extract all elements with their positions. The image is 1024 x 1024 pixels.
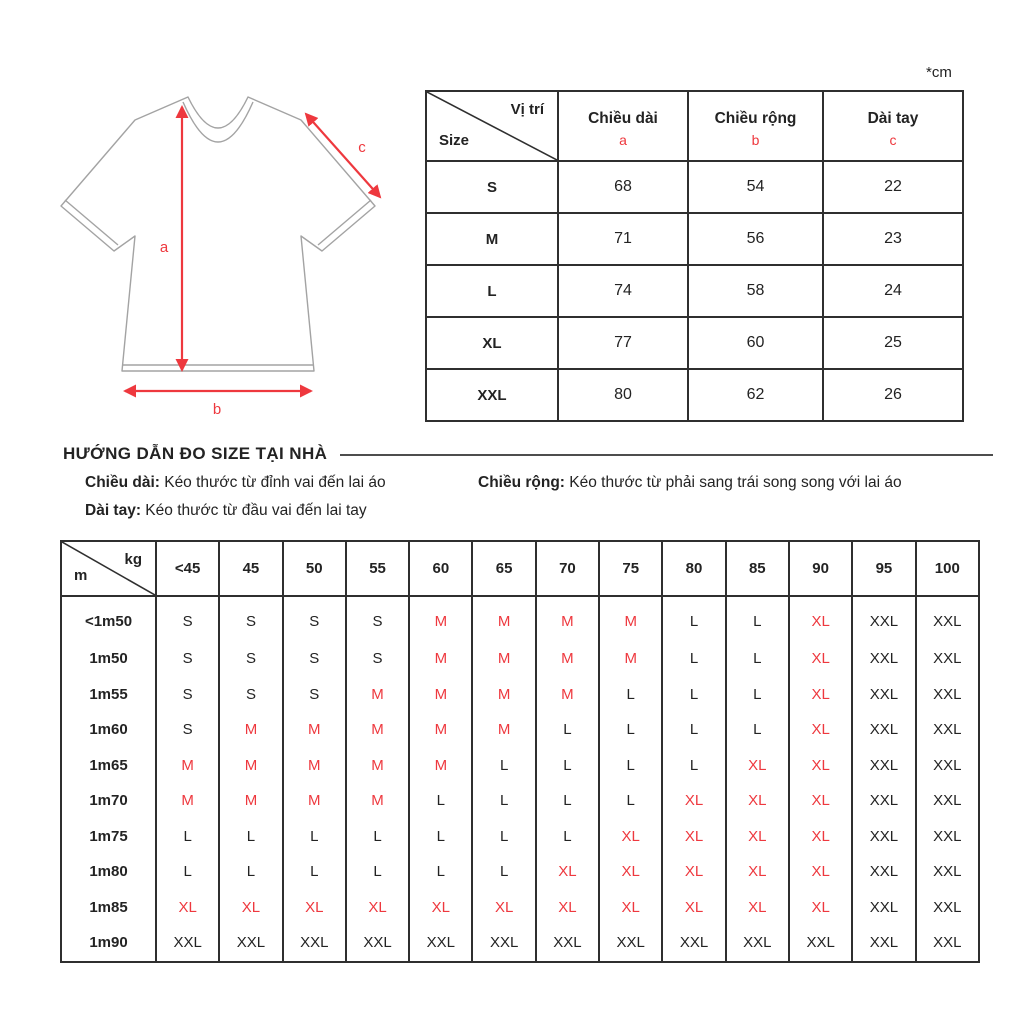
weight-column-header: 50 — [283, 541, 346, 596]
size-table-corner-cell — [426, 91, 558, 161]
size-cell: L — [662, 677, 725, 713]
size-cell: XXL — [662, 925, 725, 962]
column-letter: a — [619, 132, 627, 148]
size-cell: S — [346, 641, 409, 677]
size-cell: L — [219, 854, 282, 890]
size-cell: XXL — [852, 890, 915, 926]
height-row-label: 1m60 — [61, 712, 156, 748]
size-cell: XL — [219, 890, 282, 926]
size-cell: XL — [789, 748, 852, 784]
size-cell: M — [283, 783, 346, 819]
size-cell: XXL — [916, 712, 979, 748]
guide-term: Chiều dài: — [85, 474, 160, 491]
size-cell: XXL — [599, 925, 662, 962]
matrix-row — [61, 748, 979, 784]
weight-column-header: 90 — [789, 541, 852, 596]
size-cell: XXL — [916, 748, 979, 784]
height-row-label: 1m75 — [61, 819, 156, 855]
guide-item: Chiều dài: Kéo thước từ đỉnh vai đến lai áo — [85, 474, 386, 491]
measurement-value: 74 — [558, 265, 688, 317]
guide-title: HƯỚNG DẪN ĐO SIZE TẠI NHÀ — [63, 444, 328, 463]
height-row-label: 1m80 — [61, 854, 156, 890]
size-cell: XXL — [726, 925, 789, 962]
measurement-value: 54 — [688, 161, 823, 213]
height-row-label: 1m70 — [61, 783, 156, 819]
measurement-value: 62 — [688, 369, 823, 421]
size-cell: XL — [789, 712, 852, 748]
size-cell: M — [536, 641, 599, 677]
weight-column-header: <45 — [156, 541, 219, 596]
height-weight-size-matrix — [60, 540, 980, 963]
size-cell: L — [536, 748, 599, 784]
size-cell: M — [599, 596, 662, 641]
size-cell: L — [409, 819, 472, 855]
size-cell: XL — [726, 783, 789, 819]
size-cell: XL — [726, 819, 789, 855]
size-cell: XXL — [852, 854, 915, 890]
size-cell: XXL — [916, 783, 979, 819]
weight-column-header: 85 — [726, 541, 789, 596]
size-cell: XXL — [852, 596, 915, 641]
size-cell: XXL — [852, 925, 915, 962]
size-cell: XXL — [852, 712, 915, 748]
size-cell: M — [283, 712, 346, 748]
size-cell: S — [283, 641, 346, 677]
matrix-corner-cell — [61, 541, 156, 596]
size-cell: XXL — [916, 819, 979, 855]
size-cell: M — [472, 677, 535, 713]
size-cell: M — [409, 596, 472, 641]
size-cell: L — [219, 819, 282, 855]
size-cell: XL — [599, 819, 662, 855]
matrix-row — [61, 596, 979, 641]
matrix-row — [61, 819, 979, 855]
size-cell: L — [662, 748, 725, 784]
measurement-value: 24 — [823, 265, 963, 317]
size-cell: S — [156, 596, 219, 641]
column-label: Dài tay — [867, 110, 919, 127]
size-cell: XL — [662, 819, 725, 855]
height-row-label: <1m50 — [61, 596, 156, 641]
matrix-row — [61, 712, 979, 748]
measurement-value: 68 — [558, 161, 688, 213]
size-cell: XL — [789, 890, 852, 926]
size-cell: L — [726, 712, 789, 748]
size-cell: XXL — [916, 677, 979, 713]
size-table-row — [426, 161, 963, 213]
size-cell: XXL — [852, 819, 915, 855]
size-cell: XXL — [789, 925, 852, 962]
height-row-label: 1m55 — [61, 677, 156, 713]
size-cell: XXL — [852, 748, 915, 784]
size-cell: XL — [536, 890, 599, 926]
matrix-row — [61, 854, 979, 890]
size-cell: L — [346, 819, 409, 855]
size-cell: XL — [662, 783, 725, 819]
size-cell: M — [156, 783, 219, 819]
size-cell: XL — [789, 819, 852, 855]
size-table-column-header — [688, 91, 823, 161]
unit-note: *cm — [926, 64, 952, 81]
size-cell: S — [346, 596, 409, 641]
size-cell: L — [156, 854, 219, 890]
size-cell: M — [219, 712, 282, 748]
size-cell: L — [726, 677, 789, 713]
size-cell: M — [472, 596, 535, 641]
column-label: Chiều rộng — [714, 110, 797, 127]
guide-item: Dài tay: Kéo thước từ đầu vai đến lai tay — [85, 502, 367, 519]
size-cell: L — [726, 641, 789, 677]
size-cell: XL — [789, 596, 852, 641]
weight-column-header: 80 — [662, 541, 725, 596]
size-cell: S — [156, 677, 219, 713]
corner-label-kg: kg — [124, 551, 142, 568]
size-cell: M — [409, 641, 472, 677]
size-cell: L — [346, 854, 409, 890]
size-cell: S — [219, 677, 282, 713]
weight-column-header: 95 — [852, 541, 915, 596]
size-cell: XXL — [916, 641, 979, 677]
size-cell: XL — [409, 890, 472, 926]
size-cell: XL — [599, 854, 662, 890]
size-table — [425, 90, 964, 422]
size-cell: XXL — [916, 925, 979, 962]
size-cell: M — [346, 677, 409, 713]
size-table-header-row — [426, 91, 963, 161]
size-cell: XXL — [536, 925, 599, 962]
size-cell: XXL — [916, 596, 979, 641]
size-cell: L — [472, 854, 535, 890]
measure-a-label: a — [159, 239, 169, 256]
size-cell: M — [472, 641, 535, 677]
height-row-label: 1m50 — [61, 641, 156, 677]
matrix-row — [61, 641, 979, 677]
size-cell: XL — [726, 890, 789, 926]
size-cell: XXL — [916, 854, 979, 890]
guide-item: Chiều rộng: Kéo thước từ phải sang trái song song với lai áo — [478, 474, 902, 491]
size-cell: M — [536, 596, 599, 641]
size-cell: XXL — [156, 925, 219, 962]
size-cell: XXL — [409, 925, 472, 962]
size-cell: XL — [662, 854, 725, 890]
size-cell: M — [409, 712, 472, 748]
size-cell: S — [219, 596, 282, 641]
size-cell: L — [599, 712, 662, 748]
size-table-column-header — [823, 91, 963, 161]
size-cell: XL — [789, 677, 852, 713]
height-row-label: 1m85 — [61, 890, 156, 926]
size-cell: L — [536, 712, 599, 748]
measurement-value: 77 — [558, 317, 688, 369]
size-cell: M — [219, 783, 282, 819]
size-cell: M — [599, 641, 662, 677]
measurement-value: 23 — [823, 213, 963, 265]
size-cell: L — [283, 854, 346, 890]
matrix-row — [61, 677, 979, 713]
size-cell: L — [536, 819, 599, 855]
size-cell: S — [283, 677, 346, 713]
size-cell: L — [662, 641, 725, 677]
measurement-value: 60 — [688, 317, 823, 369]
measurement-value: 58 — [688, 265, 823, 317]
size-cell: XL — [472, 890, 535, 926]
guide-term: Dài tay: — [85, 502, 141, 519]
size-cell: XL — [789, 783, 852, 819]
size-cell: M — [409, 748, 472, 784]
size-label: XL — [426, 317, 558, 369]
size-cell: M — [472, 712, 535, 748]
size-cell: L — [409, 854, 472, 890]
size-cell: L — [472, 783, 535, 819]
size-cell: L — [662, 712, 725, 748]
corner-label-vi-tri: Vị trí — [510, 101, 544, 118]
size-cell: XXL — [283, 925, 346, 962]
size-cell: XL — [726, 748, 789, 784]
size-cell: L — [662, 596, 725, 641]
size-cell: M — [409, 677, 472, 713]
matrix-header-row — [61, 541, 979, 596]
title-rule — [340, 454, 993, 456]
measurement-value: 56 — [688, 213, 823, 265]
size-cell: S — [156, 641, 219, 677]
size-cell: S — [219, 641, 282, 677]
size-cell: XXL — [852, 641, 915, 677]
size-cell: L — [472, 819, 535, 855]
size-table-row — [426, 265, 963, 317]
guide-term: Chiều rộng: — [478, 474, 565, 491]
size-cell: XL — [599, 890, 662, 926]
size-cell: XXL — [219, 925, 282, 962]
height-row-label: 1m65 — [61, 748, 156, 784]
column-label: Chiều dài — [588, 110, 658, 127]
size-cell: M — [346, 712, 409, 748]
size-cell: L — [726, 596, 789, 641]
size-label: XXL — [426, 369, 558, 421]
size-cell: M — [536, 677, 599, 713]
size-cell: M — [283, 748, 346, 784]
tshirt-measurement-diagram — [38, 80, 410, 432]
weight-column-header: 75 — [599, 541, 662, 596]
corner-label-size: Size — [439, 132, 470, 149]
size-cell: L — [599, 748, 662, 784]
size-cell: XXL — [346, 925, 409, 962]
column-letter: b — [751, 132, 760, 148]
size-cell: XL — [536, 854, 599, 890]
weight-column-header: 100 — [916, 541, 979, 596]
matrix-row — [61, 783, 979, 819]
size-cell: M — [219, 748, 282, 784]
measurement-value: 25 — [823, 317, 963, 369]
size-cell: XL — [662, 890, 725, 926]
size-label: S — [426, 161, 558, 213]
size-cell: L — [283, 819, 346, 855]
size-table-column-header — [558, 91, 688, 161]
size-cell: L — [599, 783, 662, 819]
size-table-row — [426, 213, 963, 265]
size-cell: XL — [789, 641, 852, 677]
weight-column-header: 45 — [219, 541, 282, 596]
size-cell: XL — [156, 890, 219, 926]
guide-right-column — [478, 469, 902, 497]
size-table-row — [426, 317, 963, 369]
matrix-row — [61, 890, 979, 926]
size-cell: L — [156, 819, 219, 855]
size-cell: L — [409, 783, 472, 819]
measurement-value: 22 — [823, 161, 963, 213]
size-cell: L — [536, 783, 599, 819]
size-cell: XL — [283, 890, 346, 926]
size-cell: L — [472, 748, 535, 784]
size-cell: S — [283, 596, 346, 641]
size-cell: XXL — [472, 925, 535, 962]
column-letter: c — [889, 132, 897, 148]
size-cell: S — [156, 712, 219, 748]
size-label: M — [426, 213, 558, 265]
measurement-value: 26 — [823, 369, 963, 421]
measurement-value: 71 — [558, 213, 688, 265]
weight-column-header: 60 — [409, 541, 472, 596]
weight-column-header: 70 — [536, 541, 599, 596]
measure-b-label: b — [212, 401, 222, 418]
size-cell: XXL — [852, 783, 915, 819]
weight-column-header: 55 — [346, 541, 409, 596]
guide-left-column — [85, 469, 386, 525]
measurement-value: 80 — [558, 369, 688, 421]
size-cell: M — [346, 748, 409, 784]
corner-label-m: m — [74, 567, 88, 584]
matrix-row — [61, 925, 979, 962]
size-label: L — [426, 265, 558, 317]
size-cell: XL — [789, 854, 852, 890]
size-cell: XXL — [916, 890, 979, 926]
size-cell: L — [599, 677, 662, 713]
size-cell: XXL — [852, 677, 915, 713]
size-cell: M — [346, 783, 409, 819]
size-cell: M — [156, 748, 219, 784]
weight-column-header: 65 — [472, 541, 535, 596]
size-table-row — [426, 369, 963, 421]
height-row-label: 1m90 — [61, 925, 156, 962]
size-cell: XL — [346, 890, 409, 926]
measure-c-label: c — [358, 139, 366, 156]
size-cell: XL — [726, 854, 789, 890]
